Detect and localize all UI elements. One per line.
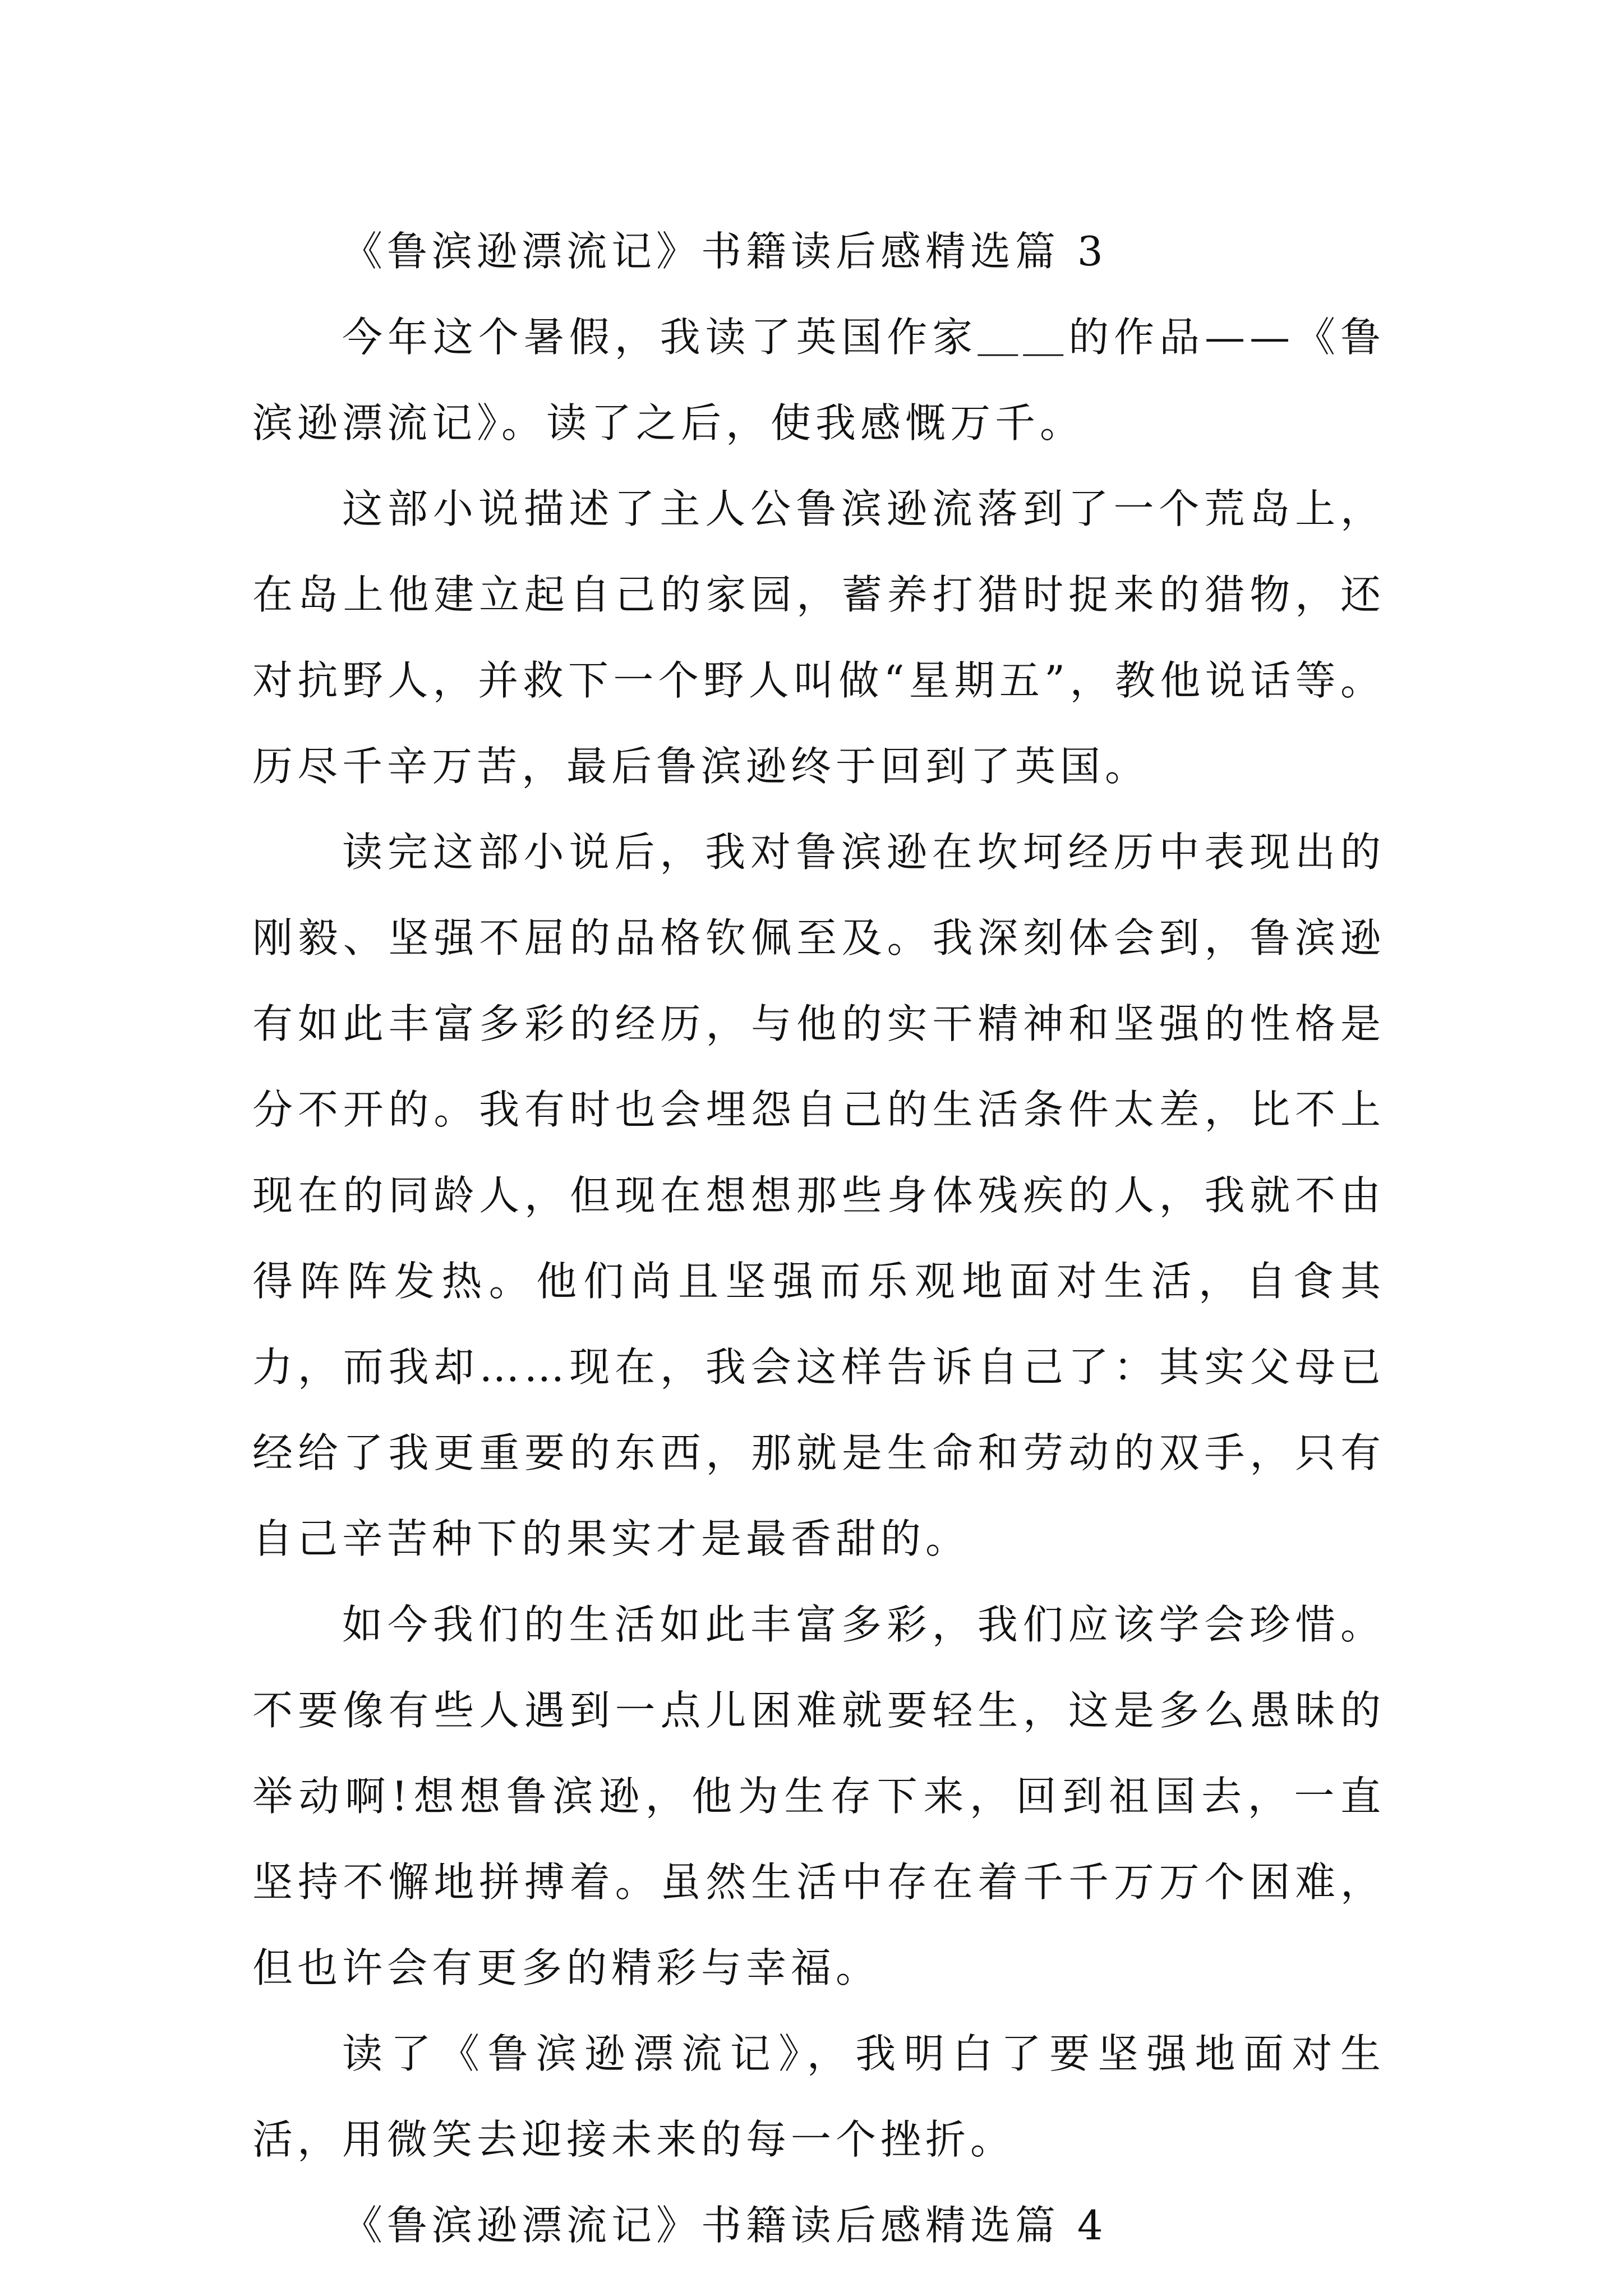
section-heading-3: 《鲁滨逊漂流记》书籍读后感精选篇 3 [342,228,1108,275]
document-body [252,209,1385,2269]
paragraph-cherish-life: 如今我们的生活如此丰富多彩，我们应该学会珍惜。不要像有些人遇到一点儿困难就要轻生，这是多么愚昧的举动啊!想想鲁滨逊，他为生存下来，回到祖国去，一直坚持不懈地拼搏着。虽然生活中存在着千千万万个困难，但也许会有更多的精彩与幸福。 [252,1601,1385,1991]
paragraph-reflection: 读完这部小说后，我对鲁滨逊在坎坷经历中表现出的刚毅、坚强不屈的品格钦佩至及。我深刻体会到，鲁滨逊有如此丰富多彩的经历，与他的实干精神和坚强的性格是分不开的。我有时也会埋怨自己的生活条件太差，比不上现在的同龄人，但现在想想那些身体残疾的人，我就不由得阵阵发热。他们尚且坚强而乐观地面对生活，自食其力，而我却……现在，我会这样告诉自己了：其实父母已经给了我更重要的东西，那就是生命和劳动的双手，只有自己辛苦种下的果实才是最香甜的。 [252,829,1385,1562]
paragraph-conclusion: 读了《鲁滨逊漂流记》，我明白了要坚强地面对生活，用微笑去迎接未来的每一个挫折。 [252,2030,1385,2163]
section-heading-4: 《鲁滨逊漂流记》书籍读后感精选篇 4 [342,2202,1108,2249]
paragraph-summary: 这部小说描述了主人公鲁滨逊流落到了一个荒岛上，在岛上他建立起自己的家园，蓄养打猎时捉来的猎物，还对抗野人，并救下一个野人叫做“星期五”，教他说话等。历尽千辛万苦，最后鲁滨逊终于回到了英国。 [252,485,1385,790]
paragraph-intro: 今年这个暑假，我读了英国作家＿＿的作品——《鲁滨逊漂流记》。读了之后，使我感慨万千。 [252,314,1385,447]
